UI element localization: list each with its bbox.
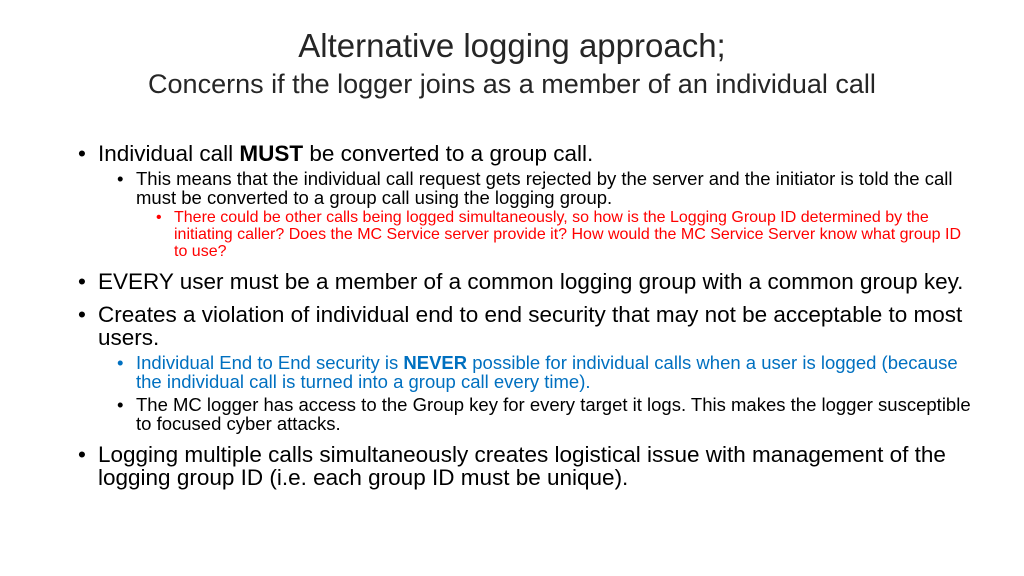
bullet-text-pre: Individual End to End security is bbox=[136, 352, 404, 373]
bullet-dot-icon: • bbox=[78, 141, 86, 166]
sub-bullet-logger-access bbox=[72, 395, 972, 433]
bullet-text-bold: NEVER bbox=[403, 352, 468, 373]
bullet-text-post: be converted to a group call. bbox=[303, 141, 594, 166]
bullet-dot-icon: • bbox=[78, 302, 86, 327]
sub-sub-bullet-group-id-question bbox=[72, 209, 972, 260]
bullet-logistical-issue bbox=[72, 443, 972, 489]
bullet-text-bold: MUST bbox=[239, 141, 304, 166]
bullet-must-convert bbox=[72, 142, 972, 165]
bullet-dot-icon: • bbox=[117, 168, 124, 189]
bullet-text: The MC logger has access to the Group key for every target it logs. This makes the logger susceptible to focused cyber attacks. bbox=[136, 394, 971, 434]
slide-subtitle: Concerns if the logger joins as a member of an individual call bbox=[148, 69, 876, 99]
bullet-dot-icon: • bbox=[78, 442, 86, 467]
bullet-text-post: possible for individual calls when a user is logged (because the individual call is turned into a group call every time). bbox=[136, 352, 958, 392]
bullet-dot-icon: • bbox=[156, 209, 162, 226]
bullet-text: Logging multiple calls simultaneously creates logistical issue with management of the logging group ID (i.e. each group ID must be unique). bbox=[98, 442, 946, 490]
bullet-dot-icon: • bbox=[78, 269, 86, 294]
bullet-text: This means that the individual call request gets rejected by the server and the initiator is told the call must be converted to a group call using the logging group. bbox=[136, 168, 953, 208]
bullet-text: There could be other calls being logged simultaneously, so how is the Logging Group ID determined by the initiating caller? Does the MC Service server provide it? How would the MC Service Server know what group ID to use? bbox=[174, 209, 961, 260]
sub-bullet-request-rejected bbox=[72, 169, 972, 207]
slide-title-block bbox=[0, 26, 1024, 102]
bullet-security-violation bbox=[72, 303, 972, 349]
bullet-text-pre: Individual call bbox=[98, 141, 240, 166]
slide-title: Alternative logging approach; bbox=[298, 27, 726, 64]
bullet-dot-icon: • bbox=[117, 394, 124, 415]
bullet-text: EVERY user must be a member of a common logging group with a common group key. bbox=[98, 269, 964, 294]
bullet-dot-icon: • bbox=[117, 352, 124, 373]
sub-bullet-never-possible bbox=[72, 353, 972, 391]
bullet-text: Creates a violation of individual end to end security that may not be acceptable to most users. bbox=[98, 302, 963, 350]
bullet-every-user bbox=[72, 270, 972, 293]
bullet-list bbox=[72, 134, 972, 489]
